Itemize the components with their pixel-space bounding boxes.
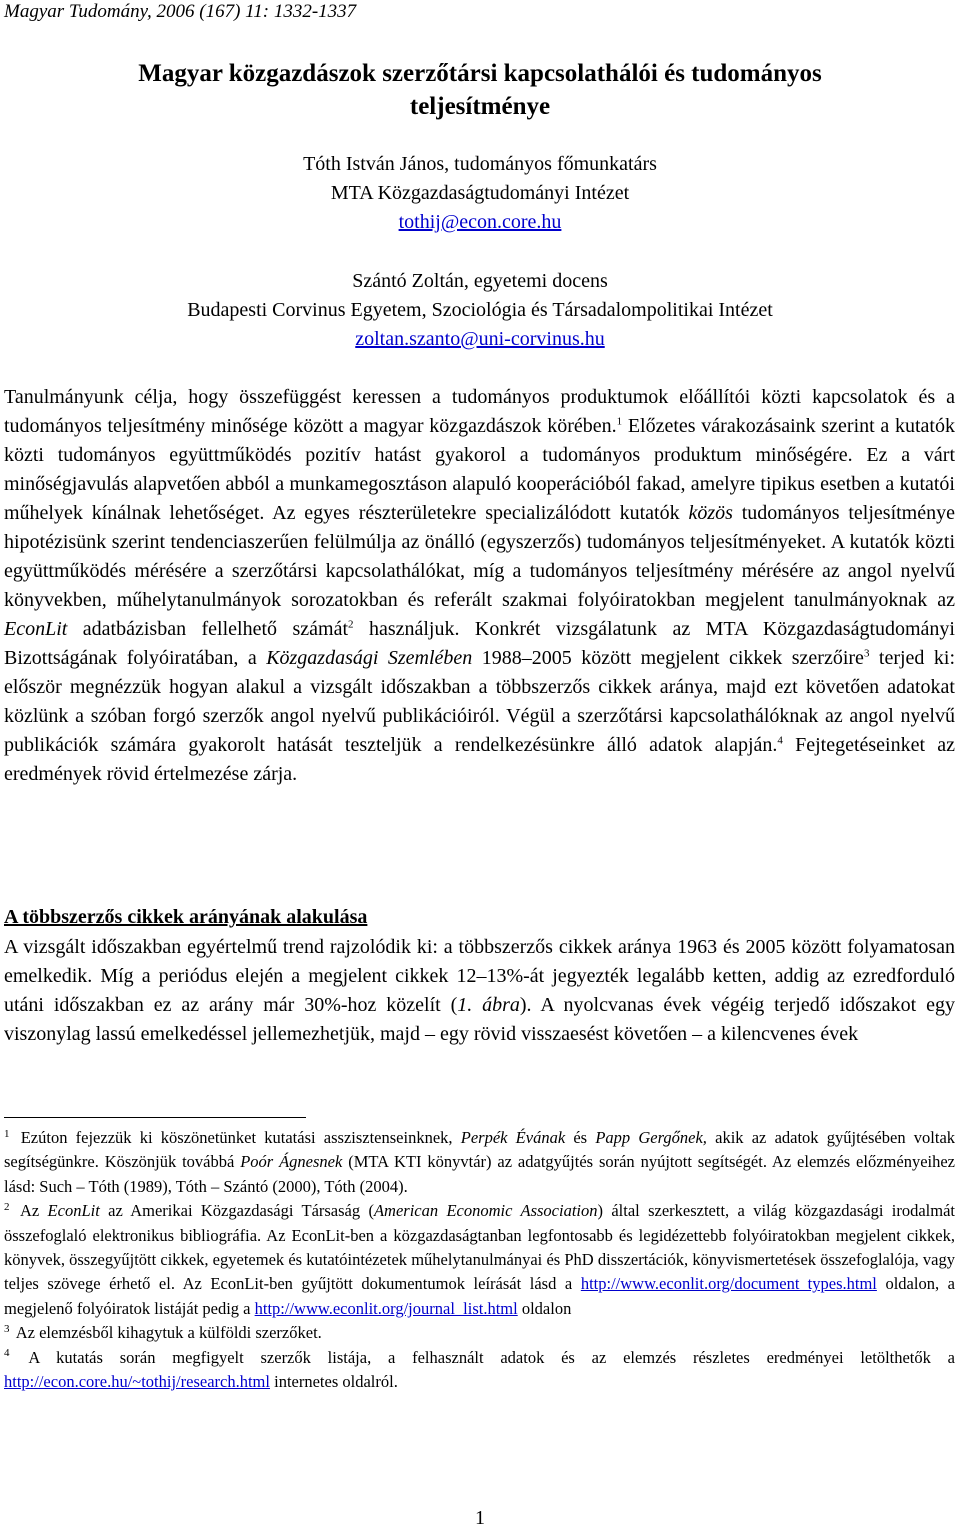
- section-heading: A többszerzős cikkek arányának alakulása: [4, 906, 368, 928]
- abstract-paragraph: [4, 383, 955, 789]
- section-text: A vizsgált időszakban egyértelmű trend rajzolódik ki: a többszerzős cikkek aránya 1963 és 2005 között folyamatosan emelkedik. Míg a periódus elején a megjelent cikkek 12–13%-át jegyezték legalább ketten, addig az ezredforduló utáni időszakban ez az arány már 30%-hoz közelít (: [4, 936, 955, 1016]
- research-page-link[interactable]: http://econ.core.hu/~tothij/research.html: [4, 1372, 270, 1392]
- footnote-text: az Amerikai Közgazdasági Társaság (: [99, 1201, 374, 1221]
- abstract-text: adatbázisban fellelhető számát: [67, 618, 349, 640]
- author-institution: MTA Közgazdaságtudományi Intézet: [330, 182, 630, 204]
- abstract-text: tudományos teljesítménye hipotézisünk szerint tendenciaszerűen felülmúlja az önálló (egyszerzős) tudományos teljesítményeket. A kutatók közti együttműködés mérésére a szerzőtársi kapcsolathálókat, míg a tudományos teljesítmény mérésére az angol nyelvű könyvekben, műhelytanulmányok sorozatokban és referált szakmai folyóiratokban megjelent tanulmányoknak az: [4, 502, 955, 611]
- author-block-2: [0, 267, 960, 354]
- footnote-text: Az elemzésből kihagytuk a külföldi szerzőket.: [15, 1323, 322, 1343]
- author-email-link[interactable]: tothij@econ.core.hu: [398, 211, 562, 233]
- footnote-3: [4, 1321, 955, 1345]
- footnote-text: Az: [19, 1201, 48, 1221]
- abstract-text: Előzetes várakozásaink szerint a kutatók közti tudományos együttműködés pozitív hatást gyakorol a tudományos produktum minőségére. Ez a várt minőségjavulás alapvetően abból a munkamegosztáson alapuló kooperációból fakad, amelyre tipikus esetben a kutatói műhelyek kínálnak lehetőséget. Az egyes részterületekre specializálódott kutatók: [4, 415, 955, 524]
- footnote-text: internetes oldalról.: [269, 1372, 398, 1392]
- author-block-1: [0, 150, 960, 237]
- footnote-text: Ezúton fejezzük ki köszönetünket kutatási asszisztenseinknek,: [20, 1128, 461, 1147]
- footnote-text: oldalon, a megjelenő folyóiratok listáját pedig a: [4, 1274, 955, 1318]
- figure-reference: 1. ábra: [457, 994, 520, 1016]
- econlit-journal-list-link[interactable]: http://www.econlit.org/journal_list.html: [254, 1298, 518, 1318]
- abstract-italic: Közgazdasági Szemlében: [266, 647, 473, 669]
- footnote-number: 2: [4, 1200, 10, 1213]
- title-line-1: Magyar közgazdászok szerzőtársi kapcsolathálói és tudományos: [138, 60, 822, 87]
- footnote-text: és: [565, 1128, 596, 1147]
- abstract-text: Tanulmányunk célja, hogy összefüggést keressen a tudományos produktumok előállítói közti kapcsolatok és a tudományos teljesítmény minősége között a magyar közgazdászok körében.: [4, 386, 955, 437]
- econlit-document-types-link[interactable]: http://www.econlit.org/document_types.html: [580, 1274, 877, 1294]
- footnote-number: 3: [4, 1322, 10, 1335]
- journal-reference: Magyar Tudomány, 2006 (167) 11: 1332-1337: [4, 1, 357, 22]
- footnote-text: A kutatás során megfigyelt szerzők listája, a felhasznált adatok és az elemzés részletes eredményei letölthetők a: [28, 1347, 955, 1367]
- footnote-1: [4, 1126, 955, 1199]
- author-institution: Budapesti Corvinus Egyetem, Szociológia és Társadalompolitikai Intézet: [187, 299, 773, 321]
- footnote-text: akik az adatok gyűjtésében voltak segítségünkre. Köszönjük továbbá: [4, 1128, 956, 1172]
- footnote-italic: Perpék Évának: [460, 1128, 566, 1147]
- abstract-text: használjuk. Konkrét vizsgálatunk az MTA Közgazdaságtudományi Bizottságának folyóiratában, a: [4, 618, 955, 669]
- footnote-2: [4, 1199, 955, 1321]
- author-name: Szántó Zoltán, egyetemi docens: [352, 270, 608, 292]
- footnote-4: [4, 1346, 955, 1395]
- abstract-italic: EconLit: [4, 618, 68, 640]
- abstract-text: terjed ki: először megnézzük hogyan alakul a vizsgált időszakban a többszerzős cikkek aránya, majd ezt követően adatokat közlünk a szóban forgó szerzők angol nyelvű publikációiról. Végül a szerzőtársi kapcsolathálóknak az angol nyelvű publikációk számára gyakorolt hatását teszteljük a rendelkezésünkre álló adatok alapján.: [4, 647, 955, 756]
- author-email-link[interactable]: zoltan.szanto@uni-corvinus.hu: [355, 328, 605, 350]
- abstract-italic: közös: [688, 502, 733, 524]
- footnote-ref-4: 4: [777, 734, 783, 747]
- footnote-ref-1: 1: [616, 415, 623, 428]
- footnote-italic: Papp Gergőnek,: [595, 1128, 707, 1147]
- footnote-text: (MTA KTI könyvtár) az adatgyűjtés során nyújtott segítségét. Az elemzés előzményeihez lásd: Such – Tóth (1989), Tóth – Szántó (2000), Tóth (2004).: [4, 1152, 956, 1196]
- footnote-text: oldalon: [517, 1298, 572, 1318]
- section-paragraph: [4, 933, 955, 1049]
- author-name: Tóth István János, tudományos főmunkatárs: [303, 153, 657, 175]
- footnote-text: ) által szerkesztett, a világ közgazdasági irodalmát összefoglaló elektronikus bibliográfia. Az EconLit-ben a közgazdaságtanban legfontosabb és legidézettebb folyóiratokban megjelent cikkek, könyvek, összegyűjtött cikkek, egyetemek és kutatóintézetek műhelytanulmányai és PhD disszertációk, könyvismertetések összefoglalója, vagy teljes szövege érhető el. Az EconLit-ben gyűjtött dokumentumok leírását lásd a: [4, 1201, 955, 1294]
- footnote-italic: Poór Ágnesnek: [240, 1152, 343, 1172]
- footnote-ref-2: 2: [348, 618, 354, 631]
- paper-title: [0, 57, 960, 123]
- footnote-number: 1: [4, 1127, 10, 1140]
- abstract-text: Fejtegetéseinket az eredmények rövid értelmezése zárja.: [4, 734, 955, 785]
- footnote-ref-3: 3: [863, 647, 870, 660]
- footnote-italic: American Economic Association: [373, 1201, 598, 1221]
- footnote-italic: EconLit: [47, 1201, 100, 1221]
- page-number: 1: [475, 1507, 485, 1529]
- footnote-number: 4: [4, 1347, 10, 1360]
- title-line-2: teljesítménye: [409, 93, 551, 120]
- abstract-text: 1988–2005 között megjelent cikkek szerzőire: [472, 647, 864, 669]
- footnotes: [4, 1126, 955, 1394]
- section-text: ). A nyolcvanas évek végéig terjedő időszakot egy viszonylag lassú emelkedéssel jellemezhetjük, majd – egy rövid visszaesést követően – a kilencvenes évek: [4, 994, 955, 1045]
- footnote-separator: [4, 1117, 306, 1118]
